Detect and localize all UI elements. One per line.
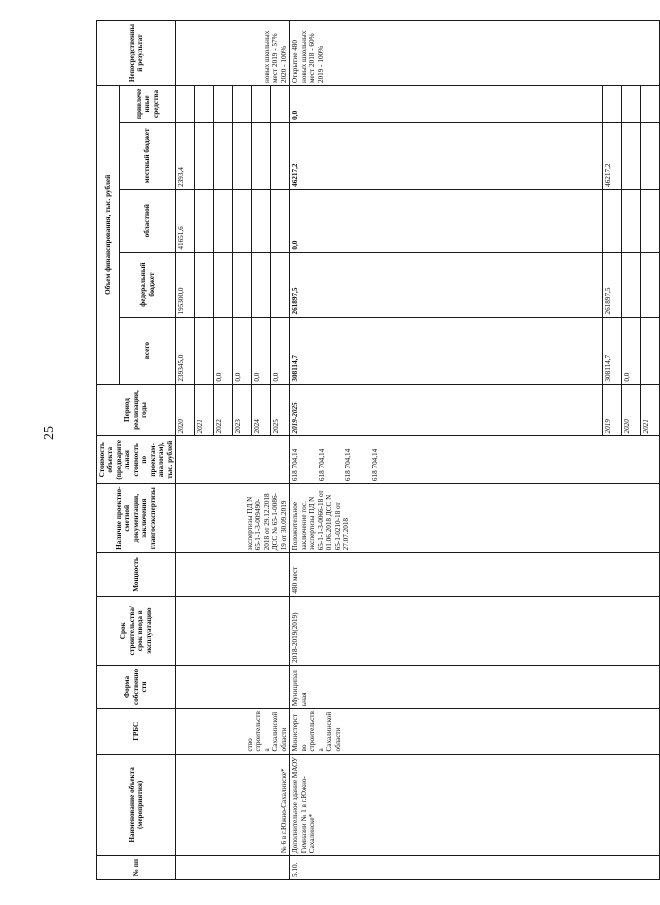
header-federal: федеральный бюджет bbox=[119, 252, 176, 317]
row-b-federal bbox=[641, 252, 660, 317]
row-b-total: 0,0 bbox=[622, 317, 641, 384]
row-b-cost-value: 618 704,14 bbox=[291, 448, 300, 482]
row-b-cost-repeat: 618 704,14 bbox=[370, 448, 379, 482]
row-b-other bbox=[622, 86, 641, 123]
financing-table bbox=[96, 20, 660, 880]
row-a-year: 2021 bbox=[195, 384, 214, 436]
row-b-cost-repeat: 618 704,14 bbox=[344, 448, 353, 482]
header-period: Период реализации, годы bbox=[97, 384, 176, 436]
row-a-federal bbox=[214, 252, 233, 317]
header-result: Непосредственный результат bbox=[97, 21, 176, 86]
row-a-year: 2024 bbox=[252, 384, 271, 436]
row-a-name: № 6 в г.Южно-Сахалинске* bbox=[176, 754, 290, 856]
row-a-total: 239345,0 bbox=[176, 317, 195, 384]
row-a-local bbox=[195, 122, 214, 189]
row-a-total: 0,0 bbox=[252, 317, 271, 384]
row-a-total: 0,0 bbox=[233, 317, 252, 384]
row-b-period: 2019-2025 bbox=[290, 384, 603, 436]
row-b-other bbox=[641, 86, 660, 123]
row-b-name: Дополнительное здание МАОУ Гимназии № 1 в г.Южно-Сахалинске* bbox=[290, 754, 660, 856]
header-cost: Стоимость объекта (предварительная стоимость по проектам-аналогам), тыс. рублей bbox=[97, 436, 176, 484]
row-a-regional bbox=[252, 189, 271, 252]
table-header bbox=[97, 21, 176, 880]
row-b-total bbox=[641, 317, 660, 384]
header-name: Наименование объекта (мероприятия) bbox=[97, 754, 176, 856]
row-a-year: 2025 bbox=[271, 384, 290, 436]
row-b-grbs: Министерство строительства Сахалинской области bbox=[290, 709, 660, 754]
row-a-local bbox=[214, 122, 233, 189]
row-b-result: Открытие 480 новых школьных мест 2018 - 60% 2019 - 100% bbox=[290, 21, 660, 86]
row-a-docs: экспертизы ПД N 65-1-1-3-009490-2018 от 29.12.2018 ДСС № 65-1-0086-19 от 30.09.2019 bbox=[176, 484, 290, 553]
row-b-local bbox=[622, 122, 641, 189]
row-a-regional bbox=[195, 189, 214, 252]
row-a-other bbox=[214, 86, 233, 123]
row-b-year: 2019 bbox=[603, 384, 622, 436]
table-row bbox=[290, 21, 603, 880]
header-financing: Объем финансирования, тыс. рублей bbox=[97, 86, 120, 385]
row-a-local bbox=[271, 122, 290, 189]
header-no: № пп bbox=[97, 856, 176, 880]
row-b-other bbox=[603, 86, 622, 123]
row-a-year: 2022 bbox=[214, 384, 233, 436]
rotated-page bbox=[96, 20, 651, 880]
row-b-total: 308114,7 bbox=[290, 317, 603, 384]
row-a-year: 2023 bbox=[233, 384, 252, 436]
page-number: 25 bbox=[42, 426, 57, 440]
row-b-local: 46217,2 bbox=[290, 122, 603, 189]
row-b-local bbox=[641, 122, 660, 189]
row-a-total: 0,0 bbox=[271, 317, 290, 384]
row-b-federal: 261897,5 bbox=[603, 252, 622, 317]
header-construction-period: Срок строительства/ срок ввода в эксплуатацию bbox=[97, 596, 176, 665]
header-ownership: Форма собственности bbox=[97, 665, 176, 708]
row-a-capacity bbox=[176, 553, 290, 596]
row-b-docs: Положительное заключение гос. экспертизы ПД N 65-1-1-3-0066-18 от 01.06.2018 ДСС N 65-1-0210-18 от 27.07.2018 bbox=[290, 484, 660, 553]
table-row bbox=[176, 21, 195, 880]
row-b-total: 308114,7 bbox=[603, 317, 622, 384]
row-a-federal bbox=[233, 252, 252, 317]
row-a-local bbox=[233, 122, 252, 189]
row-b-year: 2021 bbox=[641, 384, 660, 436]
row-a-regional bbox=[214, 189, 233, 252]
table-rotation-frame bbox=[96, 20, 651, 880]
row-b-federal bbox=[622, 252, 641, 317]
row-a-other bbox=[271, 86, 290, 123]
row-a-regional bbox=[271, 189, 290, 252]
row-b-regional bbox=[622, 189, 641, 252]
row-b-cost-repeat: 618 704,14 bbox=[317, 448, 326, 482]
row-a-other bbox=[233, 86, 252, 123]
row-b-regional bbox=[603, 189, 622, 252]
row-b-construction-period: 2018-2019(2019) bbox=[290, 596, 660, 665]
row-a-construction-period bbox=[176, 596, 290, 665]
row-a-ownership bbox=[176, 665, 290, 708]
header-other: привлеченные средства bbox=[119, 86, 176, 123]
row-a-no bbox=[176, 856, 290, 880]
header-total: всего bbox=[119, 317, 176, 384]
row-a-grbs: ство строительства Сахалинской области bbox=[176, 709, 290, 754]
table-body bbox=[176, 21, 660, 880]
row-a-other bbox=[252, 86, 271, 123]
row-a-federal bbox=[271, 252, 290, 317]
row-a-local bbox=[252, 122, 271, 189]
row-a-regional bbox=[233, 189, 252, 252]
row-a-local: 2393,4 bbox=[176, 122, 195, 189]
row-a-total: 0,0 bbox=[214, 317, 233, 384]
row-b-cost bbox=[290, 436, 660, 484]
header-docs: Наличие проектно-сметной документации, заключения главгосэкспертизы bbox=[97, 484, 176, 553]
header-regional: областной bbox=[119, 189, 176, 252]
row-a-federal bbox=[252, 252, 271, 317]
row-b-regional bbox=[641, 189, 660, 252]
row-b-year: 2020 bbox=[622, 384, 641, 436]
row-a-cost bbox=[176, 436, 290, 484]
row-b-regional: 0,0 bbox=[290, 189, 603, 252]
row-a-result: новых школьных мест 2019 - 57% 2020 - 100% bbox=[176, 21, 290, 86]
row-b-capacity: 480 мест bbox=[290, 553, 660, 596]
row-a-year: 2020 bbox=[176, 384, 195, 436]
row-a-regional: 41651,6 bbox=[176, 189, 195, 252]
row-a-other bbox=[176, 86, 195, 123]
row-b-federal: 261897,5 bbox=[290, 252, 603, 317]
header-local: местный бюджет bbox=[119, 122, 176, 189]
row-a-federal bbox=[195, 252, 214, 317]
row-b-other: 0,0 bbox=[290, 86, 603, 123]
row-a-other bbox=[195, 86, 214, 123]
row-b-no: 5.10. bbox=[290, 856, 660, 880]
row-a-total bbox=[195, 317, 214, 384]
row-b-ownership: Муниципальная bbox=[290, 665, 660, 708]
row-a-federal: 195300,0 bbox=[176, 252, 195, 317]
header-grbs: ГРБС bbox=[97, 709, 176, 754]
header-capacity: Мощность bbox=[97, 553, 176, 596]
row-b-local: 46217,2 bbox=[603, 122, 622, 189]
